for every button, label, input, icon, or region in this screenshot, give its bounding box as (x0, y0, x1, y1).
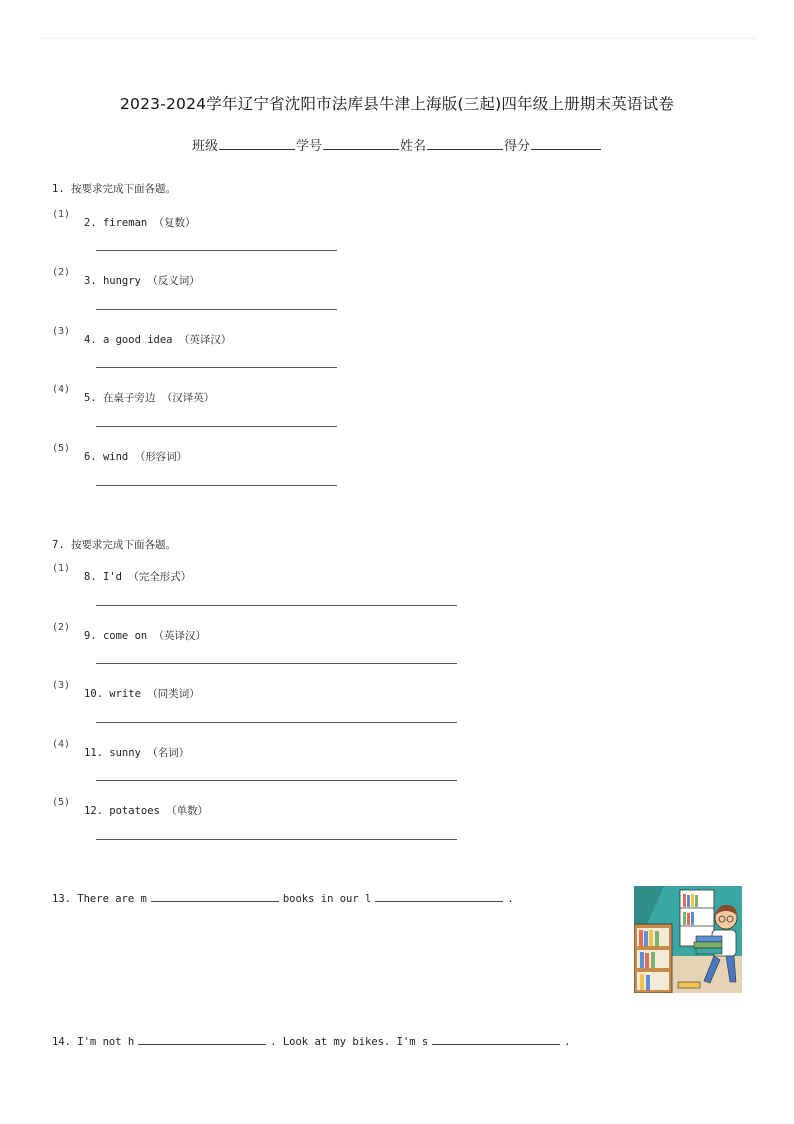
item-number: (4) (52, 739, 71, 750)
q14-text-b: . Look at my bikes. I'm s (270, 1036, 429, 1048)
item-number: (4) (52, 384, 71, 395)
item-text: 9. come on （英译汉） (84, 630, 207, 642)
answer-line[interactable] (96, 839, 457, 840)
answer-line[interactable] (96, 722, 457, 723)
answer-line[interactable] (96, 485, 337, 486)
q14-text-a: 14. I'm not h (52, 1036, 135, 1048)
class-label: 班级 (191, 139, 218, 154)
item-text: 12. potatoes （单数） (84, 805, 209, 817)
answer-line[interactable] (96, 367, 337, 368)
score-blank[interactable] (531, 138, 601, 150)
q14-blank-1[interactable] (138, 1034, 266, 1045)
item-number: (2) (52, 267, 71, 278)
answer-line[interactable] (96, 663, 457, 664)
answer-line[interactable] (96, 426, 337, 427)
section2-heading: 7. 按要求完成下面各题。 (52, 539, 176, 551)
item-text: 5. 在桌子旁边 （汉译英） (84, 392, 215, 404)
q13-blank-1[interactable] (151, 891, 279, 902)
name-label: 姓名 (400, 139, 427, 154)
section1-heading: 1. 按要求完成下面各题。 (52, 183, 176, 195)
item-number: (3) (52, 680, 71, 691)
answer-line[interactable] (96, 309, 337, 310)
item-number: (3) (52, 326, 71, 337)
q13-blank-2[interactable] (375, 891, 503, 902)
q13-text-b: books in our l (282, 893, 372, 905)
q14-blank-2[interactable] (432, 1034, 560, 1045)
q14-text-c: . (564, 1036, 571, 1048)
q13-text-c: . (507, 893, 514, 905)
student-id-label: 学号 (295, 139, 322, 154)
item-text: 10. write （同类词） (84, 688, 200, 700)
item-text: 6. wind （形容词） (84, 451, 188, 463)
page-title: 2023-2024学年辽宁省沈阳市法库县牛津上海版(三起)四年级上册期末英语试卷 (119, 95, 675, 113)
library-illustration (634, 886, 742, 993)
question-14 (52, 1034, 571, 1048)
question-13 (52, 891, 514, 905)
item-number: (2) (52, 622, 71, 633)
item-text: 3. hungry （反义词） (84, 275, 200, 287)
student-info-line (0, 135, 794, 154)
item-text: 11. sunny （名词） (84, 747, 190, 759)
item-text: 4. a good idea （英译汉） (84, 334, 232, 346)
answer-line[interactable] (96, 250, 337, 251)
item-number: (5) (52, 797, 71, 808)
student-id-blank[interactable] (323, 138, 399, 150)
item-number: (1) (52, 209, 71, 220)
answer-line[interactable] (96, 780, 457, 781)
answer-line[interactable] (96, 605, 457, 606)
score-label: 得分 (504, 139, 531, 154)
class-blank[interactable] (219, 138, 295, 150)
top-divider (38, 38, 756, 39)
name-blank[interactable] (427, 138, 503, 150)
item-number: (5) (52, 443, 71, 454)
item-number: (1) (52, 563, 71, 574)
q13-text-a: 13. There are m (52, 893, 147, 905)
item-text: 8. I'd （完全形式） (84, 571, 192, 583)
item-text: 2. fireman （复数） (84, 217, 196, 229)
